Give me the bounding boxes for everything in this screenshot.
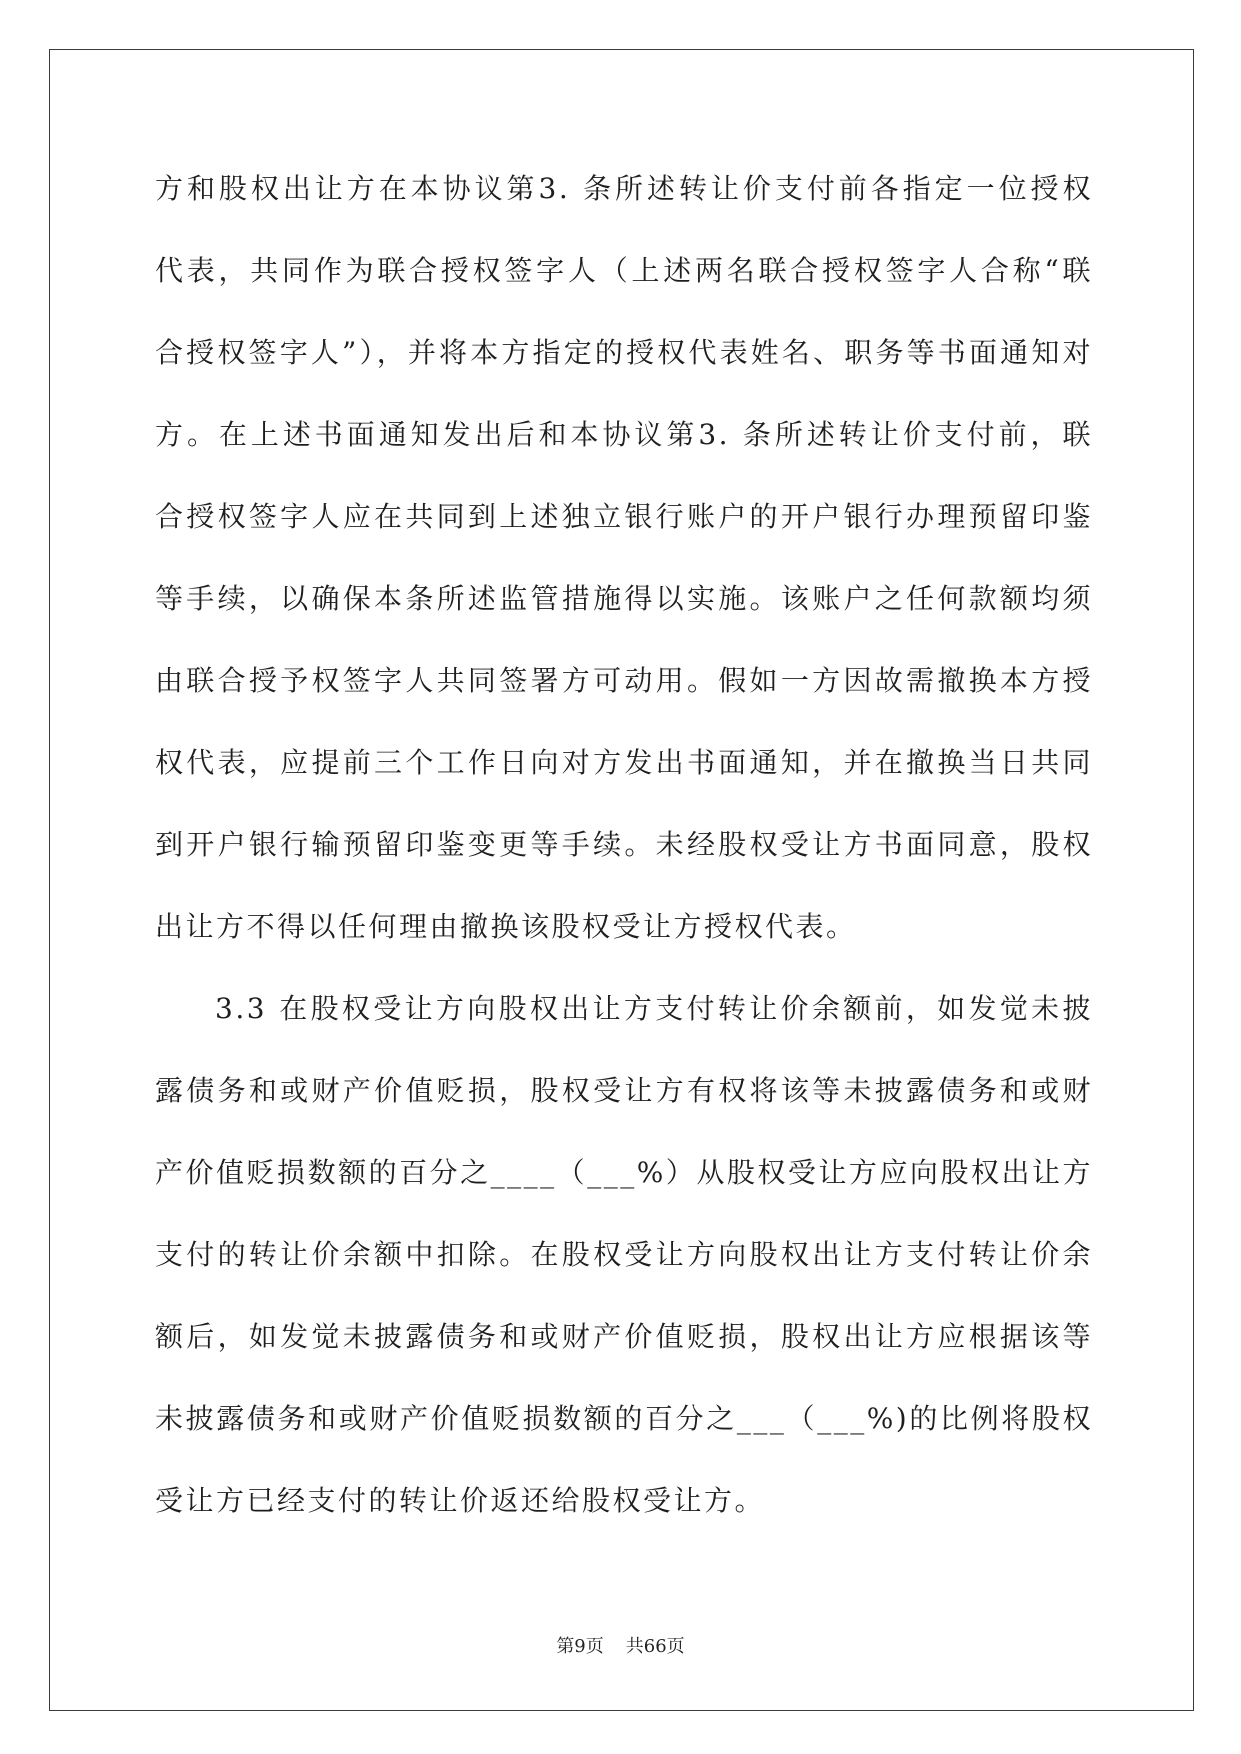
text-line: 产价值贬损数额的百分之____（___%）从股权受让方应向股权出让方 — [155, 1156, 1093, 1189]
text-line: 支付的转让价余额中扣除。在股权受让方向股权出让方支付转让价余 — [155, 1238, 1093, 1271]
text-line: 权代表，应提前三个工作日向对方发出书面通知，并在撤换当日共同 — [155, 746, 1093, 779]
page-total: 共66页 — [625, 1636, 685, 1657]
text-line: 未披露债务和或财产价值贬损数额的百分之___（___%)的比例将股权 — [155, 1402, 1093, 1435]
text-line: 合授权签字人应在共同到上述独立银行账户的开户银行办理预留印鉴 — [155, 500, 1093, 533]
text-line: 额后，如发觉未披露债务和或财产价值贬损，股权出让方应根据该等 — [155, 1320, 1093, 1353]
text-line: 出让方不得以任何理由撤换该股权受让方授权代表。 — [155, 910, 857, 943]
text-line: 合授权签字人”），并将本方指定的授权代表姓名、职务等书面通知对 — [155, 336, 1093, 369]
text-line: 方和股权出让方在本协议第3. 条所述转让价支付前各指定一位授权 — [155, 172, 1093, 205]
page-number: 第9页 — [556, 1636, 604, 1657]
text-line: 露债务和或财产价值贬损，股权受让方有权将该等未披露债务和或财 — [155, 1074, 1093, 1107]
text-line: 受让方已经支付的转让价返还给股权受让方。 — [155, 1484, 766, 1517]
document-body — [155, 148, 1093, 1542]
text-line: 3.3 在股权受让方向股权出让方支付转让价余额前，如发觉未披 — [215, 992, 1093, 1025]
text-line: 到开户银行输预留印鉴变更等手续。未经股权受让方书面同意，股权 — [155, 828, 1093, 861]
text-line: 代表，共同作为联合授权签字人（上述两名联合授权签字人合称“联 — [155, 254, 1093, 287]
paragraph-clause-3-3 — [155, 968, 1093, 1542]
text-line: 由联合授予权签字人共同签署方可动用。假如一方因故需撤换本方授 — [155, 664, 1093, 697]
text-line: 方。在上述书面通知发出后和本协议第3. 条所述转让价支付前，联 — [155, 418, 1093, 451]
page-footer — [0, 1632, 1241, 1662]
text-line: 等手续，以确保本条所述监管措施得以实施。该账户之任何款额均须 — [155, 582, 1093, 615]
paragraph-continued — [155, 148, 1093, 968]
